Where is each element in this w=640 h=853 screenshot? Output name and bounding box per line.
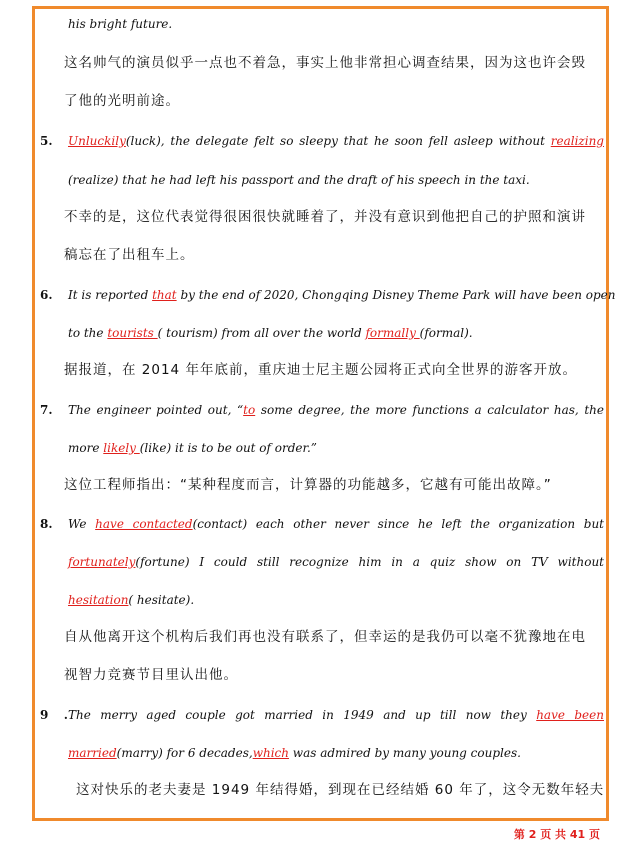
answer-blank: realizing	[550, 134, 604, 148]
answer-blank: likely	[103, 441, 140, 455]
answer-blank: formally	[365, 326, 420, 340]
item-number: 5.	[40, 134, 53, 148]
answer-blank: fortunately	[68, 555, 136, 569]
answer-blank: have contacted	[95, 517, 193, 531]
answer-blank: to	[243, 403, 256, 417]
item-number: 7.	[40, 403, 53, 417]
answer-blank: tourists	[107, 326, 158, 340]
answer-blank: hesitation	[68, 593, 129, 607]
page-number: 第 2 页 共 41 页	[513, 828, 600, 841]
answer-blank: have been	[536, 708, 604, 722]
answer-blank: that	[152, 288, 177, 302]
item-number: 8.	[40, 517, 53, 531]
item-number: 6.	[40, 288, 53, 302]
answer-blank: which	[252, 746, 289, 760]
answer-blank: married	[68, 746, 117, 760]
item-number: 9 .	[40, 708, 68, 722]
answer-blank: Unluckily	[68, 134, 126, 148]
